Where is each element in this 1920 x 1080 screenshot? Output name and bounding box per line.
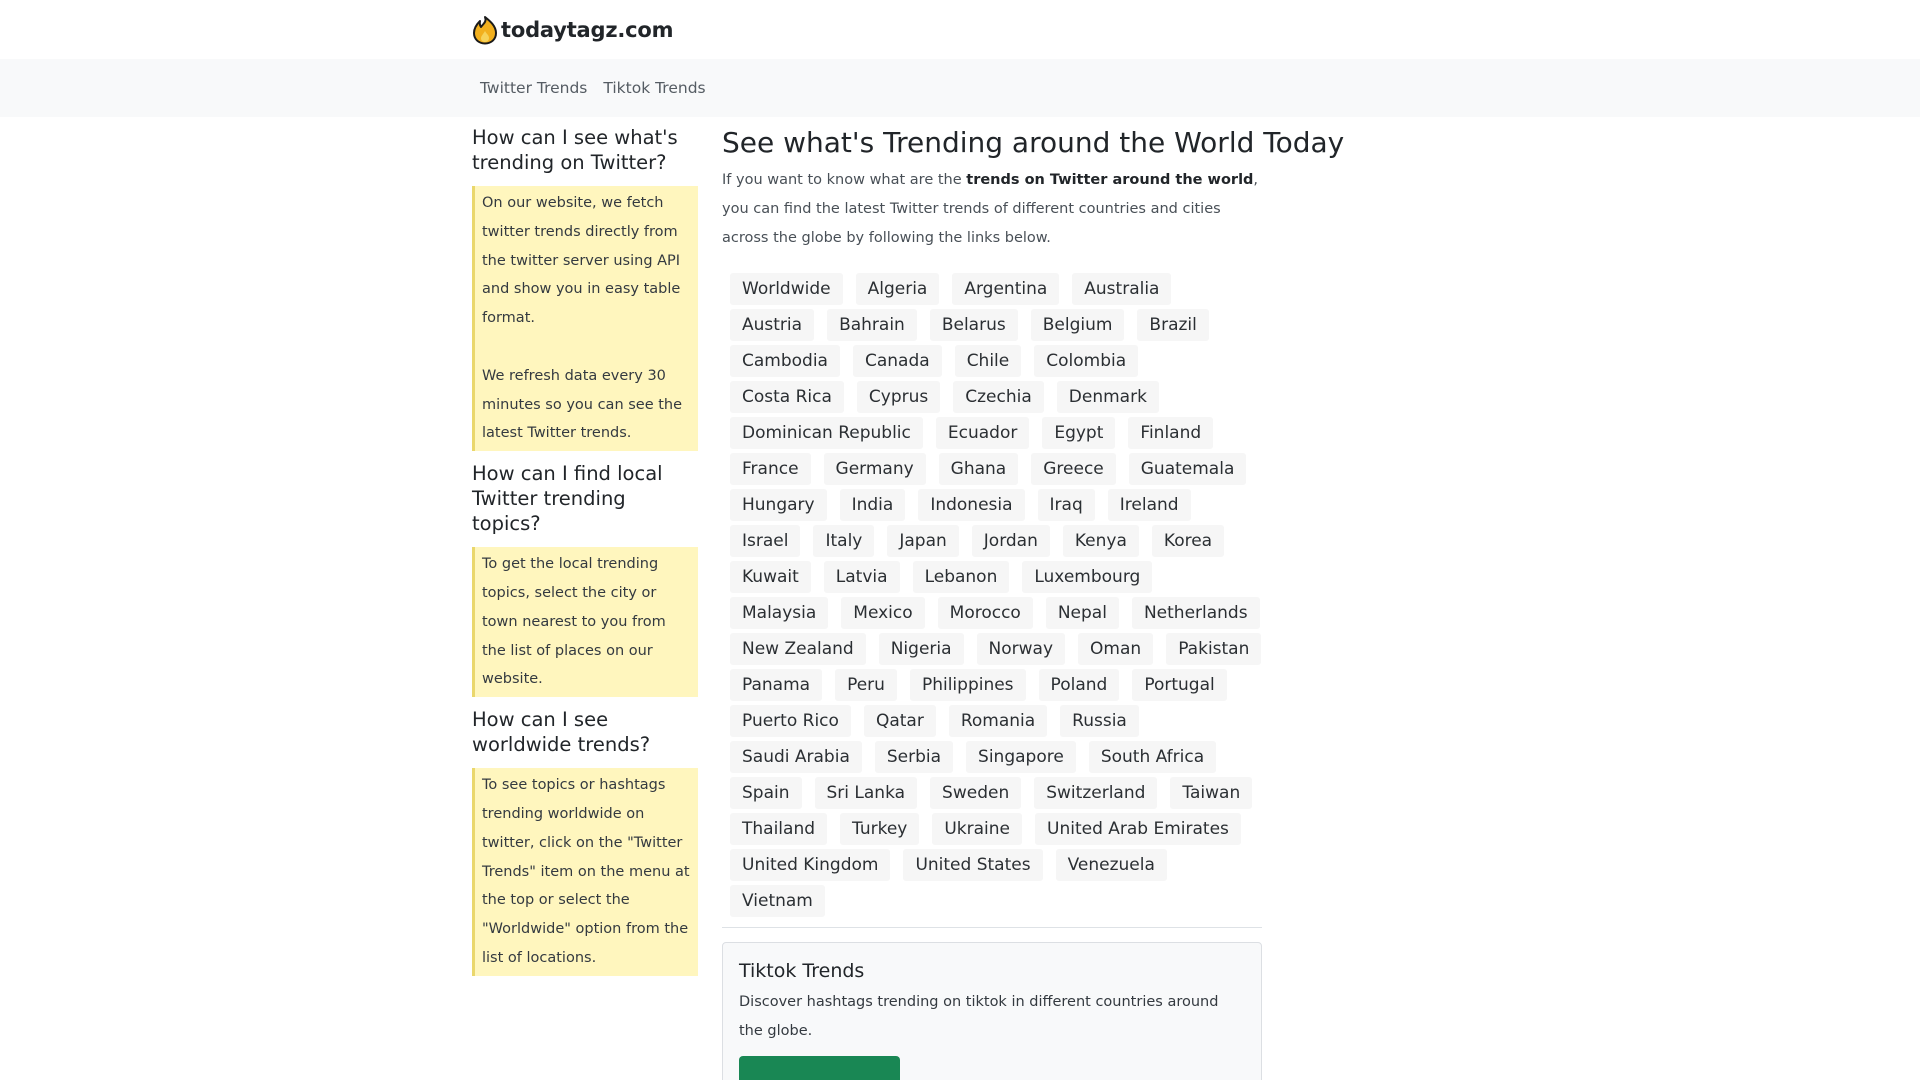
country-link[interactable]: Denmark: [1057, 381, 1159, 413]
tiktok-trends-card: [722, 942, 1262, 1080]
country-link[interactable]: Thailand: [730, 813, 827, 845]
faq-answer-text: On our website, we fetch twitter trends directly from the twitter server using API and show you in easy table format.: [482, 195, 681, 327]
intro-text-end: , you can find the latest Twitter trends of different countries and cities across the globe by following the links below.: [722, 172, 1259, 246]
country-link-list: [722, 273, 1262, 917]
country-link[interactable]: Brazil: [1137, 309, 1208, 341]
country-link[interactable]: Nigeria: [879, 633, 964, 665]
faq-answer: [472, 186, 698, 451]
country-link[interactable]: Turkey: [840, 813, 919, 845]
country-link[interactable]: Russia: [1060, 705, 1139, 737]
country-link[interactable]: New Zealand: [730, 633, 866, 665]
page-container: [0, 117, 1920, 1080]
country-link[interactable]: Colombia: [1034, 345, 1138, 377]
country-link[interactable]: Kuwait: [730, 561, 811, 593]
country-link[interactable]: Japan: [887, 525, 958, 557]
country-link[interactable]: Germany: [824, 453, 926, 485]
faq-question: How can I see worldwide trends?: [472, 708, 651, 757]
main-content: [722, 125, 1345, 1080]
country-link[interactable]: Ghana: [939, 453, 1019, 485]
main-navbar: [0, 59, 1920, 117]
country-link[interactable]: Guatemala: [1129, 453, 1247, 485]
country-link[interactable]: Egypt: [1042, 417, 1115, 449]
country-link[interactable]: Canada: [853, 345, 942, 377]
country-link[interactable]: Czechia: [953, 381, 1044, 413]
country-link[interactable]: Dominican Republic: [730, 417, 923, 449]
faq-answer-text: To see topics or hashtags trending worldwide on twitter, click on the "Twitter Trends" item on the menu at the top or select the "Worldwide" option from the list of locations.: [482, 777, 690, 966]
country-link[interactable]: Malaysia: [730, 597, 828, 629]
brand-name: todaytagz.com: [501, 17, 674, 42]
country-link[interactable]: Belgium: [1031, 309, 1125, 341]
country-link[interactable]: Algeria: [856, 273, 940, 305]
country-link[interactable]: Argentina: [952, 273, 1059, 305]
country-link[interactable]: Poland: [1039, 669, 1120, 701]
country-link[interactable]: Hungary: [730, 489, 827, 521]
country-link[interactable]: Qatar: [864, 705, 936, 737]
country-link[interactable]: Greece: [1031, 453, 1116, 485]
country-link[interactable]: Lebanon: [913, 561, 1010, 593]
country-link[interactable]: Korea: [1152, 525, 1224, 557]
faq-question: How can I see what's trending on Twitter?: [472, 126, 678, 174]
country-link[interactable]: Indonesia: [918, 489, 1024, 521]
country-link[interactable]: Puerto Rico: [730, 705, 851, 737]
country-link[interactable]: Chile: [955, 345, 1022, 377]
country-link[interactable]: Bahrain: [827, 309, 917, 341]
intro-text-bold: trends on Twitter around the world: [966, 172, 1254, 188]
country-link[interactable]: Taiwan: [1170, 777, 1252, 809]
country-link[interactable]: Romania: [949, 705, 1047, 737]
country-link[interactable]: Serbia: [875, 741, 953, 773]
country-link[interactable]: Pakistan: [1166, 633, 1261, 665]
country-link[interactable]: Saudi Arabia: [730, 741, 862, 773]
country-link[interactable]: Norway: [977, 633, 1066, 665]
country-link[interactable]: Ecuador: [936, 417, 1029, 449]
country-link[interactable]: Oman: [1078, 633, 1153, 665]
country-link[interactable]: Austria: [730, 309, 814, 341]
country-link[interactable]: Panama: [730, 669, 822, 701]
country-link[interactable]: Cambodia: [730, 345, 840, 377]
country-link[interactable]: Belarus: [930, 309, 1018, 341]
country-link[interactable]: Israel: [730, 525, 800, 557]
country-link[interactable]: South Africa: [1089, 741, 1216, 773]
country-link[interactable]: Netherlands: [1132, 597, 1260, 629]
faq-question: How can I find local Twitter trending topics?: [472, 462, 663, 536]
top-bar: [0, 0, 1920, 59]
country-link[interactable]: Nepal: [1046, 597, 1119, 629]
country-link[interactable]: Cyprus: [857, 381, 940, 413]
country-link[interactable]: United States: [903, 849, 1042, 881]
country-link[interactable]: Switzerland: [1034, 777, 1157, 809]
section-divider: [722, 927, 1262, 928]
nav-item-tiktok-trends[interactable]: Tiktok Trends: [603, 79, 706, 97]
intro-paragraph: [722, 166, 1262, 253]
faq-answer-text: We refresh data every 30 minutes so you can see the latest Twitter trends.: [482, 367, 683, 442]
faq-answer: [472, 768, 698, 976]
faq-answer: [472, 547, 698, 697]
faq-sidebar: [472, 125, 698, 976]
country-link[interactable]: Italy: [813, 525, 874, 557]
country-link[interactable]: Australia: [1072, 273, 1171, 305]
faq-answer-text: To get the local trending topics, select the city or town nearest to you from the list of places on our website.: [482, 556, 666, 688]
country-link[interactable]: Jordan: [972, 525, 1050, 557]
country-link[interactable]: France: [730, 453, 811, 485]
country-link[interactable]: Peru: [835, 669, 897, 701]
country-link[interactable]: Vietnam: [730, 885, 825, 917]
country-link[interactable]: Sweden: [930, 777, 1021, 809]
country-link[interactable]: India: [840, 489, 906, 521]
flame-icon: [472, 15, 498, 45]
country-link[interactable]: Sri Lanka: [815, 777, 918, 809]
country-link[interactable]: Ukraine: [932, 813, 1022, 845]
country-link[interactable]: Mexico: [841, 597, 924, 629]
country-link[interactable]: Latvia: [824, 561, 900, 593]
nav-links: [472, 79, 714, 97]
country-link[interactable]: Venezuela: [1056, 849, 1167, 881]
country-link[interactable]: Singapore: [966, 741, 1076, 773]
intro-text-start: If you want to know what are the: [722, 172, 967, 188]
tiktok-trends-button[interactable]: [739, 1056, 900, 1080]
nav-item-twitter-trends[interactable]: Twitter Trends: [480, 79, 588, 97]
country-link[interactable]: Spain: [730, 777, 802, 809]
country-link[interactable]: Ireland: [1108, 489, 1191, 521]
country-link[interactable]: Portugal: [1132, 669, 1226, 701]
country-link[interactable]: Finland: [1128, 417, 1213, 449]
country-link[interactable]: Costa Rica: [730, 381, 844, 413]
card-text: Discover hashtags trending on tiktok in different countries around the globe.: [739, 994, 1219, 1039]
country-link[interactable]: Kenya: [1063, 525, 1139, 557]
country-link[interactable]: Iraq: [1038, 489, 1095, 521]
country-link[interactable]: Morocco: [938, 597, 1033, 629]
country-link[interactable]: United Arab Emirates: [1035, 813, 1241, 845]
country-link[interactable]: Worldwide: [730, 273, 843, 305]
card-title: Tiktok Trends: [739, 960, 865, 982]
country-link[interactable]: Luxembourg: [1022, 561, 1152, 593]
page-title: See what's Trending around the World Today: [722, 126, 1345, 159]
country-link[interactable]: United Kingdom: [730, 849, 890, 881]
brand-logo-link[interactable]: [472, 15, 673, 45]
country-link[interactable]: Philippines: [910, 669, 1026, 701]
